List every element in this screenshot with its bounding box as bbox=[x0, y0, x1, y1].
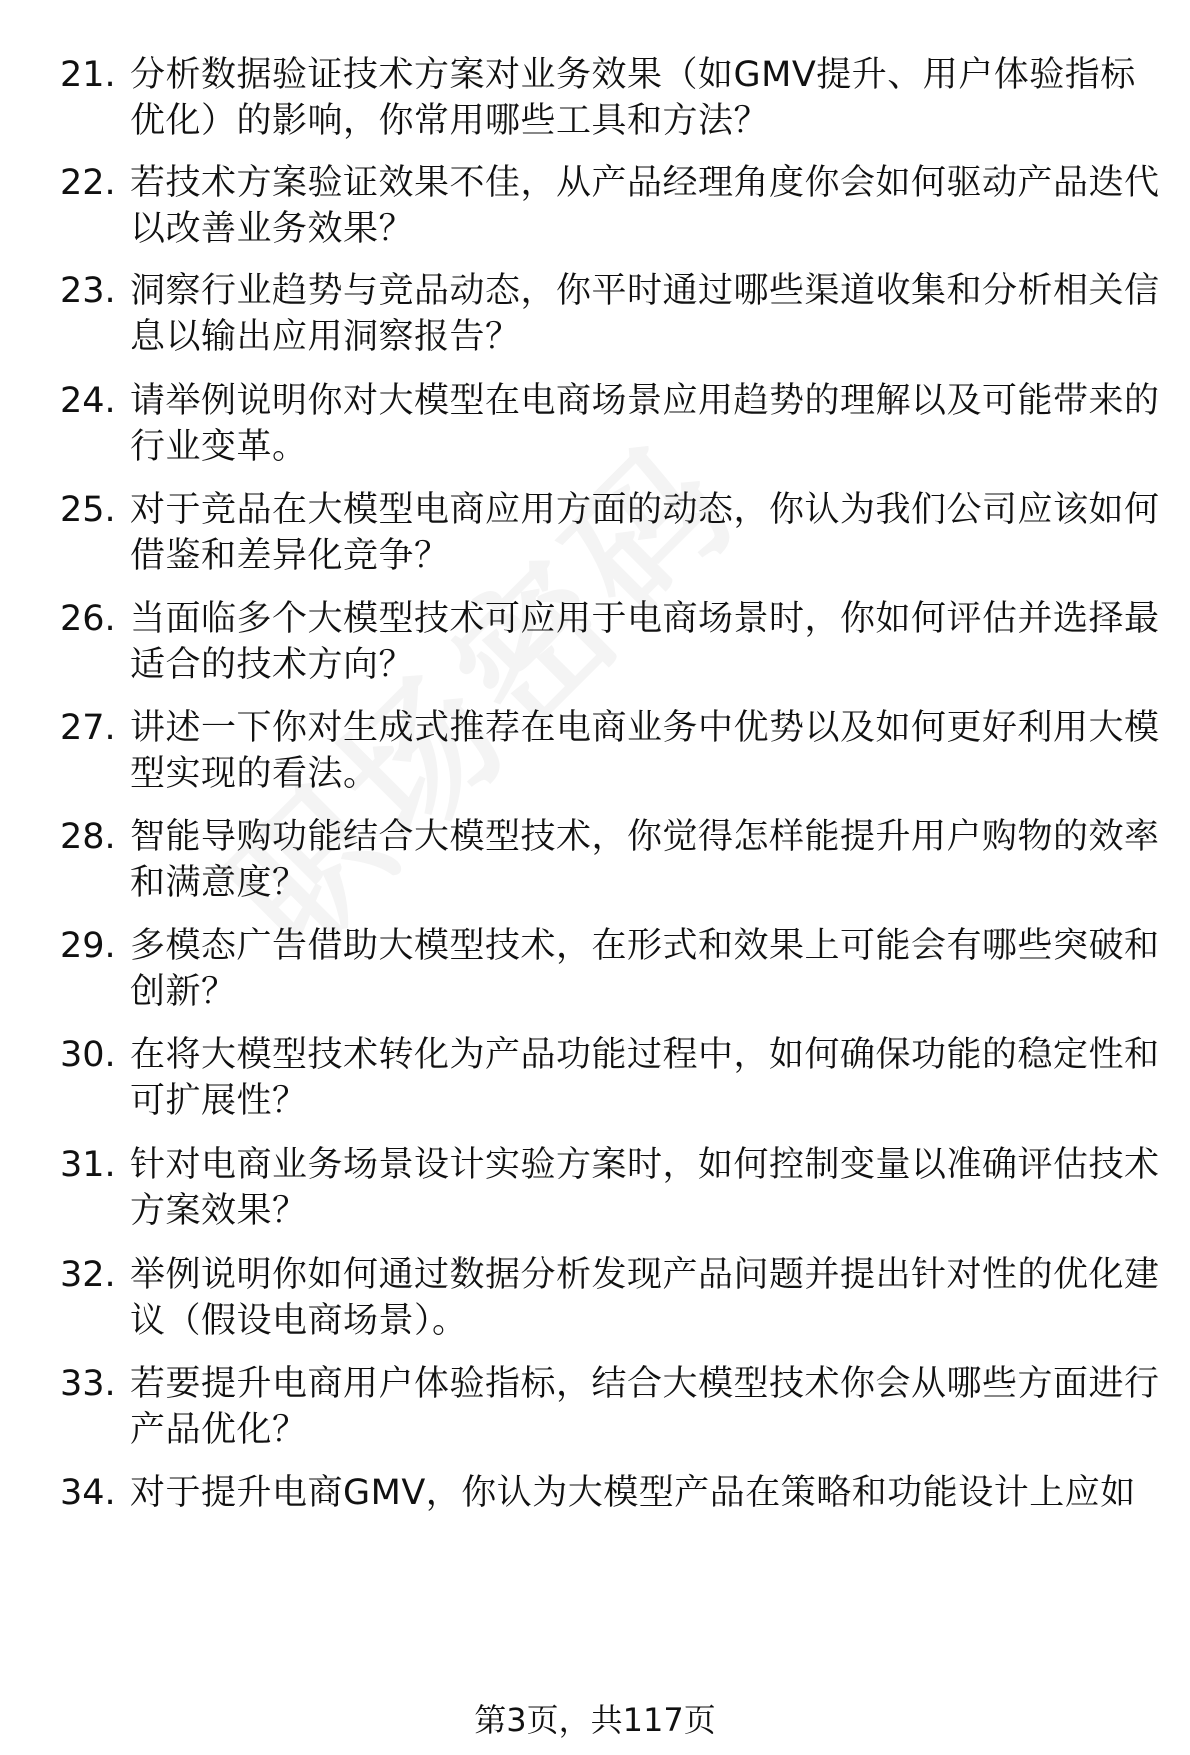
question-number: 23. bbox=[60, 271, 116, 311]
question-number: 26. bbox=[60, 599, 116, 639]
question-text: 多模态广告借助大模型技术，在形式和效果上可能会有哪些突破和创新？ bbox=[130, 926, 1160, 1012]
question-text: 洞察行业趋势与竞品动态，你平时通过哪些渠道收集和分析相关信息以输出应用洞察报告？ bbox=[130, 271, 1160, 357]
question-number: 28. bbox=[60, 817, 116, 857]
question-text: 在将大模型技术转化为产品功能过程中，如何确保功能的稳定性和可扩展性？ bbox=[130, 1035, 1160, 1121]
question-number: 27. bbox=[60, 708, 116, 748]
question-text: 请举例说明你对大模型在电商场景应用趋势的理解以及可能带来的行业变革。 bbox=[130, 381, 1160, 467]
question-text: 对于提升电商GMV，你认为大模型产品在策略和功能设计上应如 bbox=[130, 1473, 1136, 1513]
question-text: 当面临多个大模型技术可应用于电商场景时，你如何评估并选择最适合的技术方向？ bbox=[130, 599, 1160, 685]
question-text: 分析数据验证技术方案对业务效果（如GMV提升、用户体验指标优化）的影响，你常用哪些工具和方法？ bbox=[130, 55, 1136, 141]
question-number: 32. bbox=[60, 1255, 116, 1295]
question-number: 31. bbox=[60, 1145, 116, 1185]
question-text: 举例说明你如何通过数据分析发现产品问题并提出针对性的优化建议（假设电商场景）。 bbox=[130, 1255, 1160, 1341]
question-text: 若要提升电商用户体验指标，结合大模型技术你会从哪些方面进行产品优化？ bbox=[130, 1364, 1160, 1450]
question-number: 24. bbox=[60, 381, 116, 421]
question-text: 对于竞品在大模型电商应用方面的动态，你认为我们公司应该如何借鉴和差异化竞争？ bbox=[130, 490, 1160, 576]
question-number: 22. bbox=[60, 163, 116, 203]
question-text: 若技术方案验证效果不佳，从产品经理角度你会如何驱动产品迭代以改善业务效果？ bbox=[130, 163, 1160, 249]
question-number: 25. bbox=[60, 490, 116, 530]
question-text: 讲述一下你对生成式推荐在电商业务中优势以及如何更好利用大模型实现的看法。 bbox=[130, 708, 1160, 794]
question-number: 33. bbox=[60, 1364, 116, 1404]
question-number: 34. bbox=[60, 1473, 116, 1513]
question-text: 针对电商业务场景设计实验方案时，如何控制变量以准确评估技术方案效果？ bbox=[130, 1145, 1160, 1231]
question-number: 21. bbox=[60, 55, 116, 95]
question-number: 29. bbox=[60, 926, 116, 966]
page-footer: 第3页，共117页 bbox=[474, 1701, 716, 1739]
question-text: 智能导购功能结合大模型技术，你觉得怎样能提升用户购物的效率和满意度？ bbox=[130, 817, 1160, 903]
question-number: 30. bbox=[60, 1035, 116, 1075]
